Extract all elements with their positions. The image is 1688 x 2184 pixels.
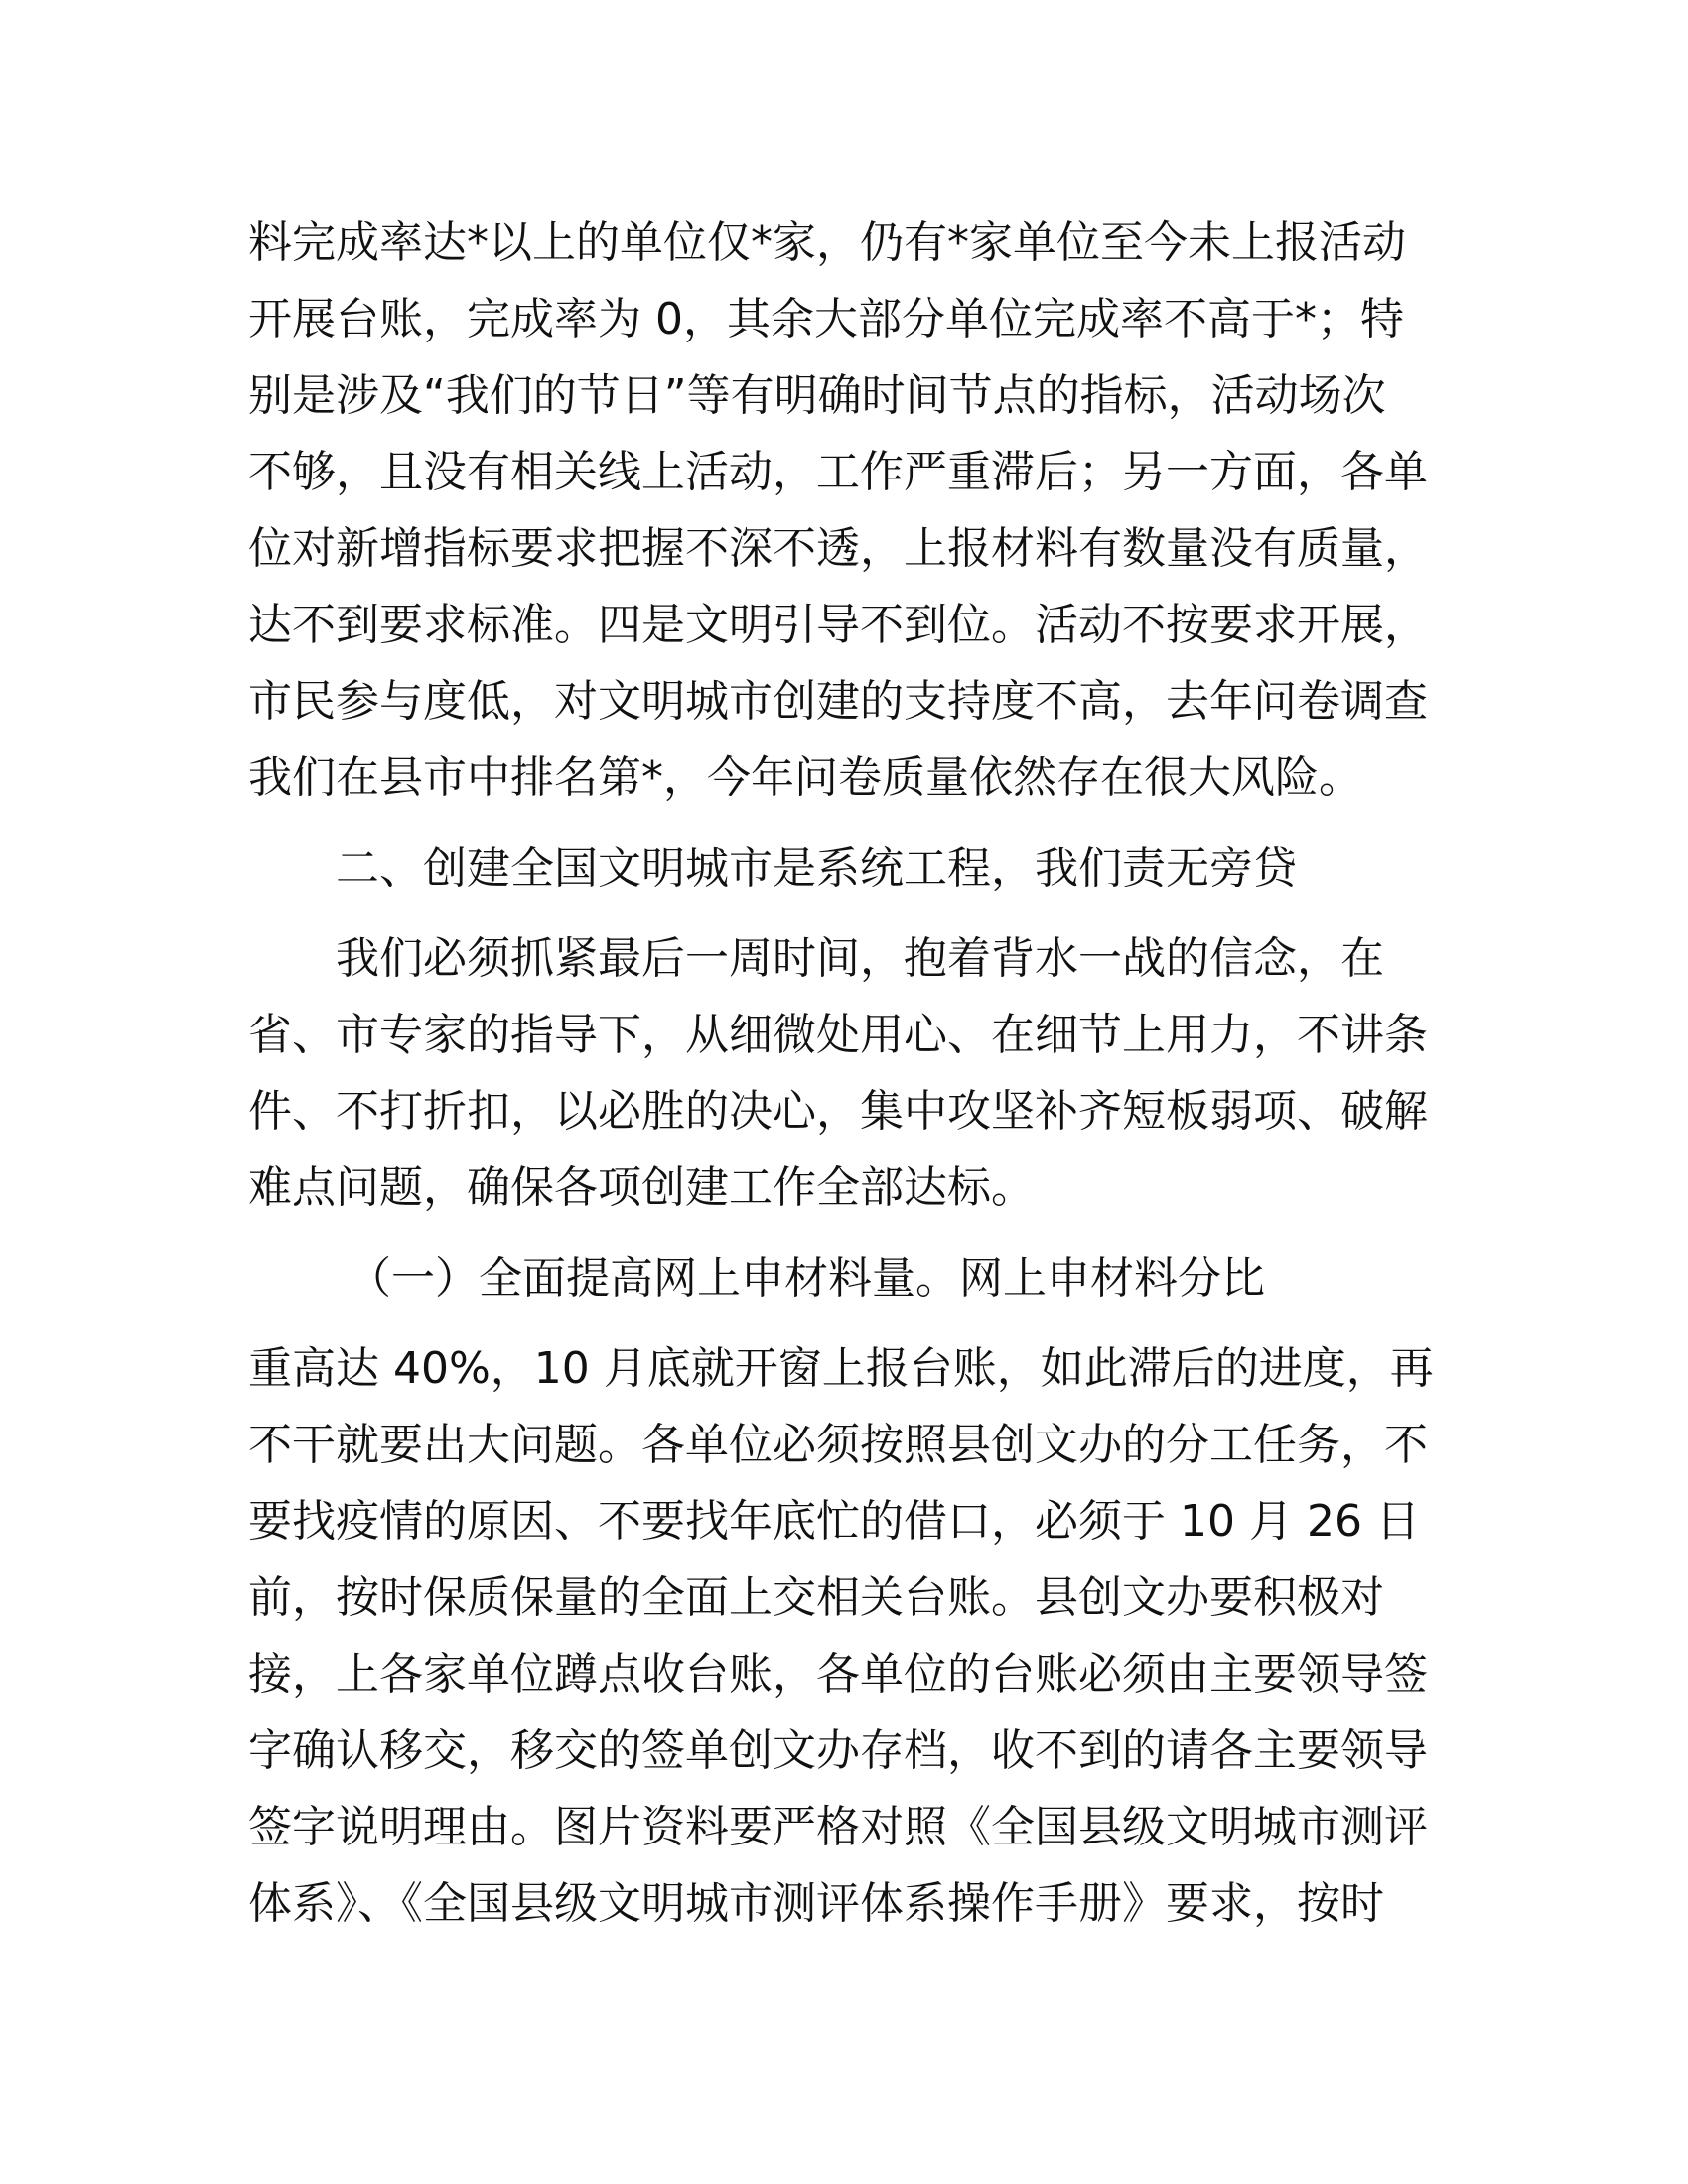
paragraph-line: 体系》、《全国县级文明城市测评体系操作手册》要求，按时	[248, 1878, 1384, 1929]
paragraph-line: 签字说明理由。图片资料要严格对照《全国县级文明城市测评	[248, 1802, 1428, 1852]
paragraph-line: 别是涉及“我们的节日”等有明确时间节点的指标，活动场次	[248, 370, 1386, 421]
paragraph-line: 料完成率达*以上的单位仅*家，仍有*家单位至今未上报活动	[248, 217, 1406, 268]
paragraph-line: 省、市专家的指导下，从细微处用心、在细节上用力，不讲条	[248, 1010, 1428, 1060]
paragraph-line: 难点问题，确保各项创建工作全部达标。	[248, 1162, 1035, 1213]
paragraph-line: 位对新增指标要求把握不深不透，上报材料有数量没有质量，	[248, 523, 1428, 574]
paragraph-line: 达不到要求标准。四是文明引导不到位。活动不按要求开展，	[248, 600, 1428, 650]
paragraph-line: 重高达 40%，10 月底就开窗上报台账，如此滞后的进度，再	[248, 1343, 1434, 1394]
paragraph-line: 我们必须抓紧最后一周时间，抱着背水一战的信念，在	[336, 933, 1384, 984]
subsection-heading: （一）全面提高网上申材料量。网上申材料分比	[348, 1253, 1265, 1303]
paragraph-line: 不够，且没有相关线上活动，工作严重滞后；另一方面，各单	[248, 447, 1428, 497]
paragraph-line: 我们在县市中排名第*，今年问卷质量依然存在很大风险。	[248, 752, 1362, 803]
paragraph-line: 市民参与度低，对文明城市创建的支持度不高，去年问卷调查	[248, 676, 1428, 727]
paragraph-line: 字确认移交，移交的签单创文办存档，收不到的请各主要领导	[248, 1725, 1428, 1776]
paragraph-line: 开展台账，完成率为 0，其余大部分单位完成率不高于*；特	[248, 294, 1404, 344]
paragraph-line: 前，按时保质保量的全面上交相关台账。县创文办要积极对	[248, 1572, 1384, 1623]
paragraph-line: 要找疫情的原因、不要找年底忙的借口，必须于 10 月 26 日	[248, 1496, 1420, 1547]
paragraph-line: 接，上各家单位蹲点收台账，各单位的台账必须由主要领导签	[248, 1649, 1428, 1700]
paragraph-line: 件、不打折扣，以必胜的决心，集中攻坚补齐短板弱项、破解	[248, 1086, 1428, 1137]
paragraph-line: 不干就要出大问题。各单位必须按照县创文办的分工任务，不	[248, 1420, 1428, 1470]
section-heading: 二、创建全国文明城市是系统工程，我们责无旁贷	[336, 843, 1297, 893]
